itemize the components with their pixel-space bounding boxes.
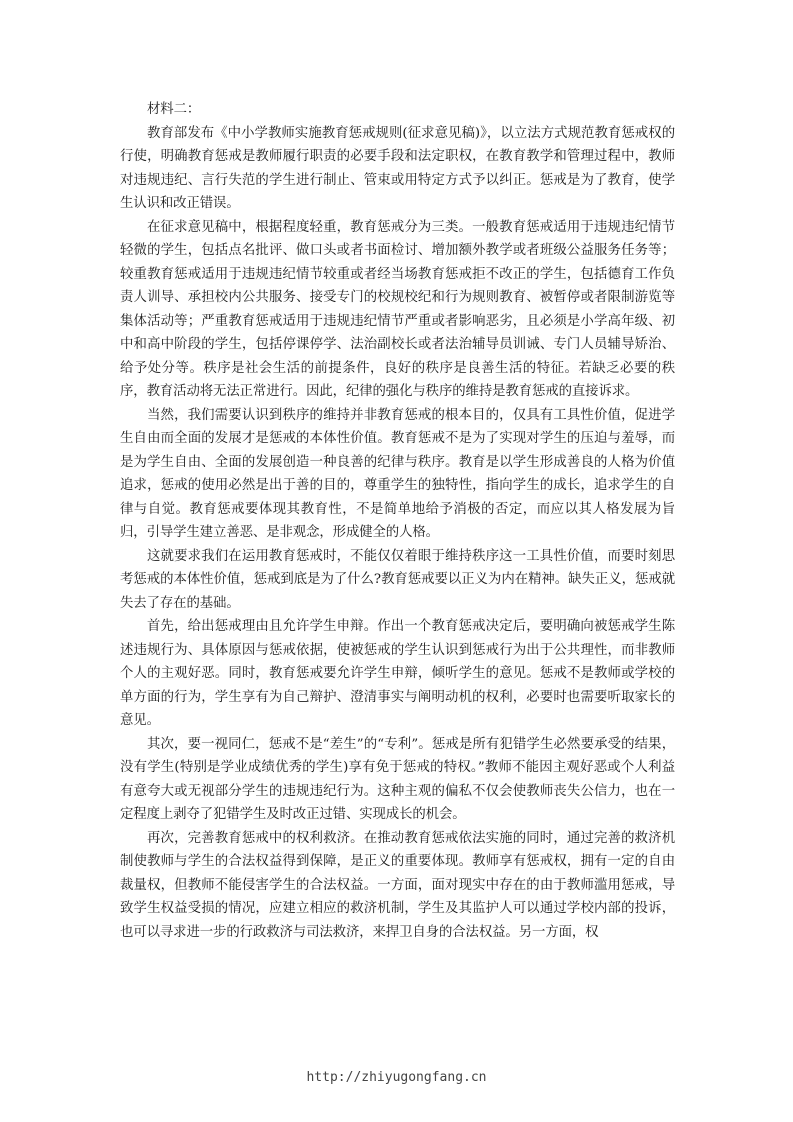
paragraph-1: 教育部发布《中小学教师实施教育惩戒规则(征求意见稿)》，以立法方式规范教育惩戒权的行使，明确教育惩戒是教师履行职责的必要手段和法定职权，在教育教学和管理过程中，教师对违规违纪、言行失范的学生进行制止、管束或用特定方式予以纠正。惩戒是为了教育，使学生认识和改正错误。 [120,125,675,211]
paragraph-5: 首先，给出惩戒理由且允许学生申辩。作出一个教育惩戒决定后，要明确向被惩戒学生陈述违规行为、具体原因与惩戒依据，使被惩戒的学生认识到惩戒行为出于公共理性，而非教师个人的主观好恶。同时，教育惩戒要允许学生申辩，倾听学生的意见。惩戒不是教师或学校的单方面的行为，学生享有为自己辩护、澄清事实与阐明动机的权利，必要时也需要听取家长的意见。 [120,619,675,728]
paragraph-4: 这就要求我们在运用教育惩戒时，不能仅仅着眼于维持秩序这一工具性价值，而要时刻思考惩戒的本体性价值，惩戒到底是为了什么?教育惩戒要以正义为内在精神。缺失正义，惩戒就失去了存在的基础。 [120,548,675,611]
section-heading: 材料二： [147,102,201,117]
paragraph-3: 当然，我们需要认识到秩序的维持并非教育惩戒的根本目的，仅具有工具性价值，促进学生自由而全面的发展才是惩戒的本体性价值。教育惩戒不是为了实现对学生的压迫与羞辱，而是为学生自由、全面的发展创造一种良善的纪律与秩序。教育是以学生形成善良的人格为价值追求，惩戒的使用必然是出于善的目的，尊重学生的独特性，指向学生的成长，追求学生的自律与自觉。教育惩戒要体现其教育性，不是简单地给予消极的否定，而应以其人格发展为旨归，引导学生建立善恶、是非观念，形成健全的人格。 [120,407,675,540]
paragraph-6: 其次，要一视同仁，惩戒不是“差生”的“专利”。惩戒是所有犯错学生必然要承受的结果，没有学生(特别是学业成绩优秀的学生)享有免于惩戒的特权。”教师不能因主观好恶或个人利益有意夸大或无视部分学生的违规违纪行为。这种主观的偏私不仅会使教师丧失公信力，也在一定程度上剥夺了犯错学生及时改正过错、实现成长的机会。 [120,736,675,822]
paragraph-7: 再次，完善教育惩戒中的权利救济。在推动教育惩戒依法实施的同时，通过完善的救济机制使教师与学生的合法权益得到保障，是正义的重要体现。教师享有惩戒权，拥有一定的自由裁量权，但教师不能侵害学生的合法权益。一方面，面对现实中存在的由于教师滥用惩戒，导致学生权益受损的情况，应建立相应的救济机制，学生及其监护人可以通过学校内部的投诉，也可以寻求进一步的行政救济与司法救济，来捍卫自身的合法权益。另一方面，权 [120,830,675,940]
paragraph-2: 在征求意见稿中，根据程度轻重，教育惩戒分为三类。一般教育惩戒适用于违规违纪情节轻微的学生，包括点名批评、做口头或者书面检讨、增加额外教学或者班级公益服务任务等；较重教育惩戒适用于违规违纪情节较重或者经当场教育惩戒拒不改正的学生，包括德育工作负责人训导、承担校内公共服务、接受专门的校规校纪和行为规则教育、被暂停或者限制游览等集体活动等；严重教育惩戒适用于违规违纪情节严重或者影响恶劣，且必须是小学高年级、初中和高中阶段的学生，包括停课停学、法治副校长或者法治辅导员训诫、专门人员辅导矫治、给予处分等。秩序是社会生活的前提条件，良好的秩序是良善生活的特征。若缺乏必要的秩序，教育活动将无法正常进行。因此，纪律的强化与秩序的维持是教育惩戒的直接诉求。 [120,219,675,399]
document-body [120,98,675,944]
footer-url: http://zhiyugongfang.cn [306,1070,487,1085]
